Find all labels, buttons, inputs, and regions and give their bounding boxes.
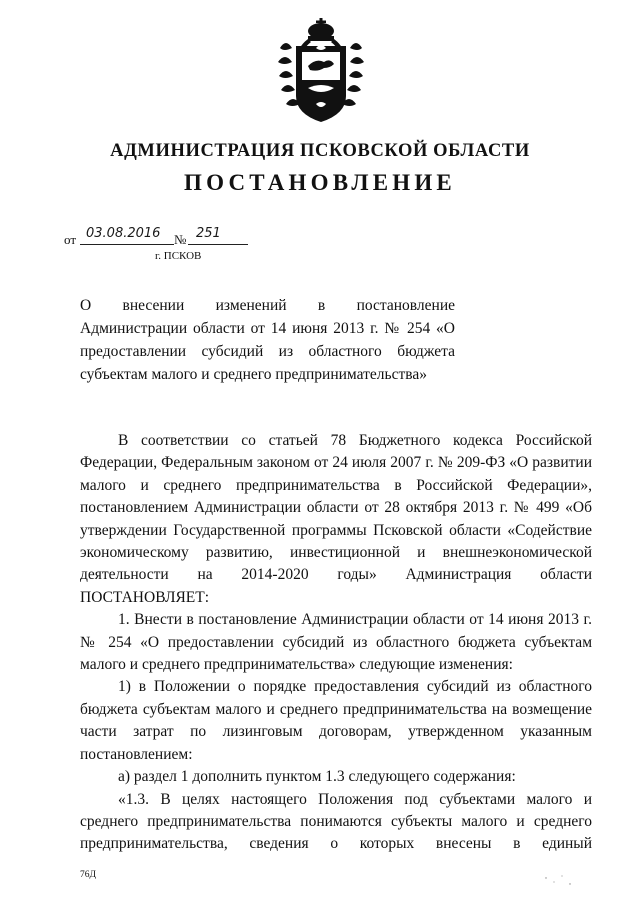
date-prefix: от [64, 232, 77, 247]
footer-code: 76Д [80, 870, 96, 880]
handwritten-date: 03.08.2016 [86, 226, 161, 241]
number-prefix: № [174, 232, 187, 247]
document-subject: О внесении изменений в постановление Администрации области от 14 июня 2013 г. № 254 «О предоставлении субсидий из областного бюджета субъектам малого и среднего предпринимательства» [80, 297, 455, 383]
subitem-a-paragraph: а) раздел 1 дополнить пунктом 1.3 следующего содержания: [118, 768, 516, 786]
document-body [80, 430, 592, 856]
handwritten-number: 251 [196, 226, 221, 241]
item-1-paragraph: 1. Внести в постановление Администрации области от 14 июня 2013 г. № 254 «О предоставлении субсидий из областного бюджета субъектам малого и среднего предпринимательства» следующие изменения: [80, 611, 592, 674]
organization-name: АДМИНИСТРАЦИЯ ПСКОВСКОЙ ОБЛАСТИ [110, 141, 530, 161]
city: г. ПСКОВ [155, 250, 202, 262]
scan-specks-icon [540, 870, 580, 890]
subitem-1-paragraph: 1) в Положении о порядке предоставления субсидий из областного бюджета субъектам малого и среднего предпринимательства на возмещение части затрат по лизинговым договорам, утвержденном указанным постановлением: [80, 678, 592, 763]
document-type: ПОСТАНОВЛЕНИЕ [184, 170, 456, 195]
number-underline [188, 244, 248, 245]
preamble-paragraph: В соответствии со статьей 78 Бюджетного кодекса Российской Федерации, Федеральным законом от 24 июля 2007 г. № 209-ФЗ «О развитии малого и среднего предпринимательства в Российской Федерации», постановлением Администрации области от 28 октября 2013 г. № 499 «Об утверждении Государственной программы Псковской области «Содействие экономическому развитию, инвестиционной и внешнеэкономической деятельности на 2014-2020 годы» Администрация области ПОСТАНОВЛЯЕТ: [80, 432, 592, 606]
date-underline [80, 244, 174, 245]
clause-1-3-paragraph: «1.3. В целях настоящего Положения под субъектами малого и среднего предпринимательства понимаются субъекты малого и среднего предпринимательства, сведения о которых внесены в единый [80, 790, 592, 853]
coat-of-arms-icon [278, 18, 364, 124]
registration-line [64, 226, 264, 248]
